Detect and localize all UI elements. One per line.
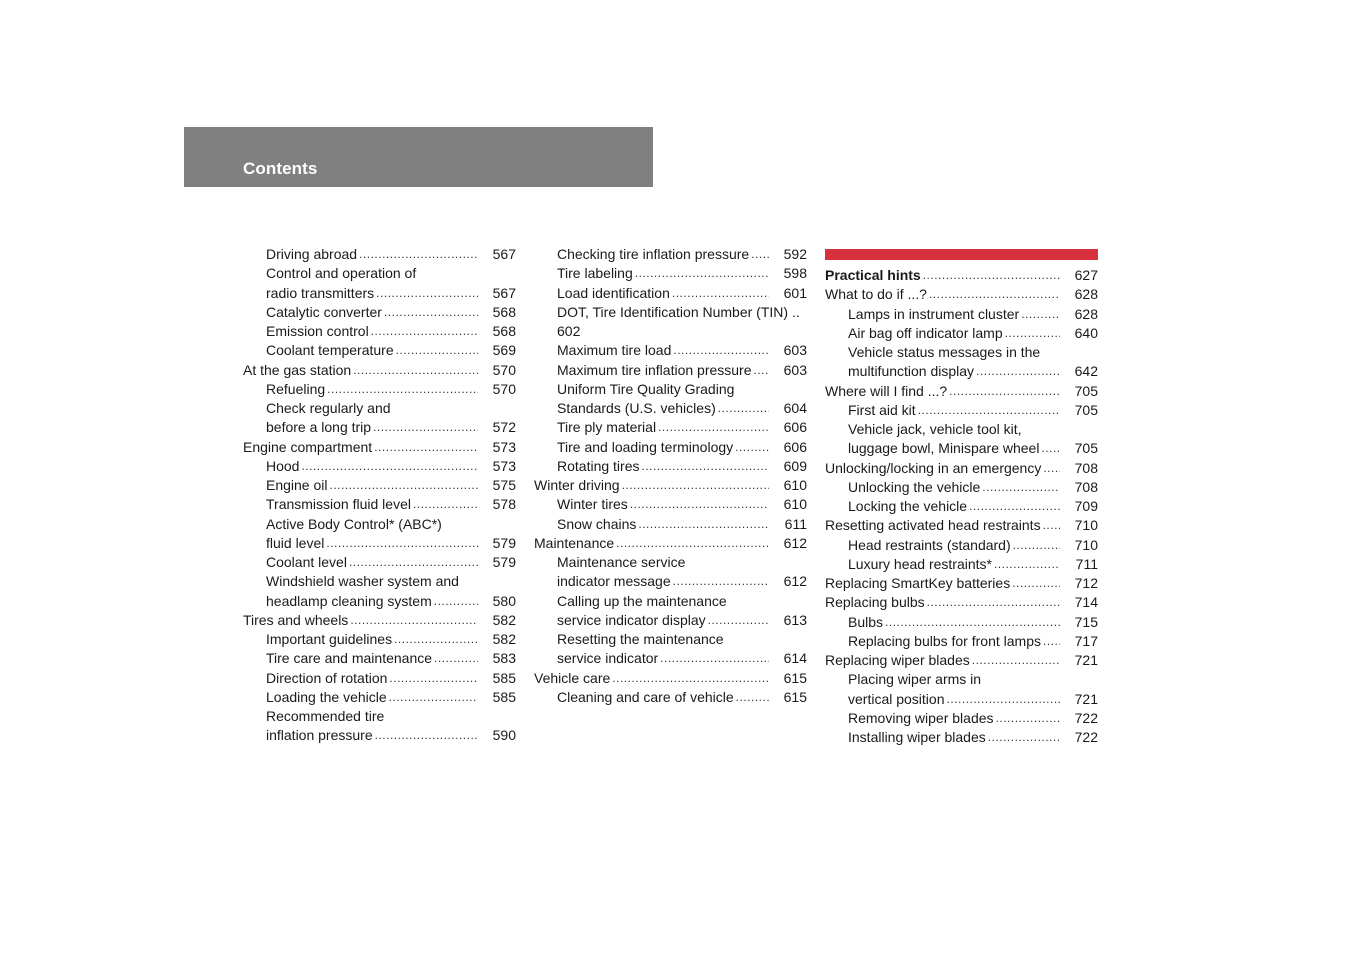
toc-page-number: 711 [1075,555,1098,572]
toc-page-number: 627 [1074,267,1098,283]
toc-entry[interactable] [534,245,807,264]
toc-entry-title: Unlocking/locking in an emergency [825,459,1042,476]
toc-entry-title: Coolant temperature [266,342,394,359]
toc-page-number: 582 [492,611,516,628]
toc-entry[interactable] [243,688,516,707]
toc-entry[interactable] [534,688,807,707]
toc-entry-title: Checking tire inflation pressure [557,246,750,262]
toc-entry-title: Vehicle care [534,669,611,686]
toc-leader-dots [996,709,1060,728]
toc-entry[interactable] [243,611,516,630]
toc-leader-dots [660,649,769,668]
toc-entry[interactable] [243,418,516,437]
toc-entry-title: luggage bowl, Minispare wheel [848,440,1040,457]
toc-leader-dots [735,438,769,457]
toc-page-number: 628 [1074,286,1098,303]
toc-entry[interactable] [825,401,1098,420]
toc-leader-dots [988,728,1060,747]
toc-entry [825,670,1098,689]
toc-page-number: 708 [1074,478,1098,495]
toc-entry[interactable] [534,418,807,437]
toc-page-number: 710 [1074,536,1098,553]
toc-entry[interactable] [243,649,516,668]
toc-entry[interactable] [825,362,1098,381]
toc-entry[interactable] [825,324,1098,343]
toc-page-number: 722 [1074,729,1098,745]
toc-leader-dots [994,555,1060,574]
toc-entry-title: Engine compartment [243,438,373,455]
toc-leader-dots [1043,459,1060,478]
toc-page-number: 710 [1074,517,1098,534]
toc-leader-dots [622,476,769,495]
toc-leader-dots [947,690,1061,709]
toc-leader-dots [918,401,1060,420]
page-title: Contents [243,159,318,178]
toc-entry[interactable] [534,284,807,303]
toc-leader-dots [949,382,1060,401]
toc-page-number: 570 [492,361,516,378]
toc-leader-dots [612,669,769,688]
toc-leader-dots [359,245,478,264]
toc-entry[interactable] [825,478,1098,497]
toc-entry-title: Winter driving [534,477,620,493]
toc-entry[interactable] [825,266,1098,285]
toc-entry-title: Emission control [266,323,369,339]
toc-entry[interactable] [243,322,516,341]
toc-leader-dots [374,438,478,457]
toc-entry[interactable] [825,574,1098,593]
toc-entry [534,322,807,341]
toc-page-number: 572 [492,419,516,436]
toc-entry-title: Maximum tire load [557,342,672,359]
toc-page-number: 575 [492,477,516,493]
toc-leader-dots [641,457,769,476]
toc-column-3 [825,249,1098,747]
toc-entry-title: Maximum tire inflation pressure [557,361,752,378]
toc-entry[interactable] [243,630,516,649]
toc-entry [825,420,1098,439]
toc-entry-title: Driving abroad [266,246,358,262]
toc-leader-dots [969,497,1060,516]
toc-entry-title: What to do if ...? [825,286,927,303]
toc-entry [243,399,516,418]
toc-entry[interactable] [825,459,1098,478]
toc-entry-title: Resetting the maintenance [557,631,724,647]
toc-entry-title: Replacing bulbs for front lamps [848,632,1041,649]
toc-entry-title: Active Body Control* (ABC*) [266,515,442,532]
toc-page-number: 579 [492,554,516,570]
toc-entry-title: 602 [557,323,581,339]
toc-entry-title: Winter tires [557,496,628,513]
toc-page-number: 712 [1074,575,1098,591]
toc-page-number: 583 [492,650,516,667]
toc-entry [243,707,516,726]
toc-leader-dots [708,611,769,630]
toc-entry-title: DOT, Tire Identification Number (TIN) .. [557,303,800,320]
toc-entry-title: Replacing SmartKey batteries [825,575,1011,591]
toc-entry[interactable] [825,516,1098,535]
toc-entry-title: vertical position [848,690,945,707]
toc-entry [534,553,807,572]
toc-page-number: 640 [1074,324,1098,341]
toc-entry[interactable] [825,382,1098,401]
toc-leader-dots [301,457,478,476]
toc-leader-dots [923,266,1060,285]
toc-page-number: 721 [1074,652,1098,668]
toc-entry[interactable] [825,536,1098,555]
toc-entry-title: Installing wiper blades [848,729,986,745]
toc-entry-title: Head restraints (standard) [848,536,1011,553]
toc-page-number: 579 [492,534,516,551]
toc-entry[interactable] [534,457,807,476]
toc-page-number: 573 [492,457,516,474]
toc-entry-title: Where will I find ...? [825,382,948,399]
toc-entry-title: Important guidelines [266,631,393,647]
toc-entry[interactable] [825,632,1098,651]
toc-entry-title: Uniform Tire Quality Grading [557,380,735,397]
toc-entry-title: radio transmitters [266,284,375,301]
toc-leader-dots [673,572,769,591]
toc-entry[interactable] [825,613,1098,632]
toc-entry[interactable] [243,726,516,745]
toc-leader-dots [434,649,478,668]
toc-entry[interactable] [243,380,516,399]
toc-entry[interactable] [243,303,516,322]
toc-page-number: 721 [1074,690,1098,707]
toc-page-number: 615 [783,669,807,686]
toc-entry[interactable] [534,515,807,534]
toc-entry-title: Air bag off indicator lamp [848,324,1003,341]
toc-leader-dots [1043,516,1060,535]
toc-entry-title: Coolant level [266,554,347,570]
toc-page-number: 585 [492,669,516,686]
toc-entry[interactable] [825,439,1098,458]
toc-entry-title: Tire labeling [557,265,633,282]
toc-entry[interactable] [243,669,516,688]
toc-leader-dots [384,303,478,322]
toc-leader-dots [976,362,1060,381]
toc-page-number: 568 [492,303,516,320]
toc-entry [243,264,516,283]
toc-leader-dots [751,245,769,264]
toc-leader-dots [371,322,478,341]
toc-leader-dots [1043,632,1060,651]
toc-entry[interactable] [243,361,516,380]
toc-page-number: 722 [1074,709,1098,726]
toc-entry-title: Resetting activated head restraints [825,517,1041,534]
toc-entry-title: Calling up the maintenance [557,592,727,609]
toc-entry-title: Engine oil [266,477,328,493]
toc-entry-title: before a long trip [266,419,372,436]
toc-page-number: 612 [783,573,807,590]
toc-entry-title: Replacing bulbs [825,594,925,611]
toc-entry[interactable] [243,476,516,495]
toc-leader-dots [373,418,478,437]
toc-leader-dots [389,688,478,707]
toc-leader-dots [1041,439,1060,458]
toc-leader-dots [376,284,478,303]
toc-leader-dots [718,399,769,418]
toc-leader-dots [1012,574,1060,593]
toc-entry [534,630,807,649]
toc-column-1 [243,245,516,746]
toc-entry-title: Catalytic converter [266,303,382,320]
toc-entry-title: At the gas station [243,361,352,378]
toc-entry[interactable] [243,592,516,611]
toc-entry-title: Direction of rotation [266,669,388,686]
toc-page-number: 628 [1074,305,1098,322]
header-bar [184,127,653,187]
toc-page-number: 578 [492,496,516,513]
toc-entry[interactable] [534,361,807,380]
toc-leader-dots [982,478,1060,497]
toc-entry-title: Lamps in instrument cluster [848,305,1020,322]
toc-leader-dots [375,726,478,745]
toc-entry-title: Windshield washer system and [266,573,459,590]
toc-entry[interactable] [825,651,1098,670]
toc-entry[interactable] [534,341,807,360]
toc-page-number: 585 [492,688,516,705]
toc-entry-title: Tire care and maintenance [266,650,433,667]
toc-entry[interactable] [534,438,807,457]
toc-entry-title: fluid level [266,534,325,551]
toc-entry [534,303,807,322]
toc-leader-dots [736,688,769,707]
toc-entry-title: indicator message [557,573,671,590]
toc-entry-title: Loading the vehicle [266,688,387,705]
toc-entry-title: Practical hints [825,267,921,283]
toc-entry[interactable] [243,341,516,360]
toc-leader-dots [396,341,478,360]
toc-page-number: 613 [783,611,807,628]
toc-page-number: 610 [783,496,807,513]
toc-page-number: 705 [1074,382,1098,399]
toc-page-number: 603 [783,361,807,378]
toc-entry-title: Hood [266,457,300,474]
toc-entry-title: Tire and loading terminology [557,438,734,455]
toc-entry[interactable] [534,399,807,418]
toc-entry[interactable] [534,264,807,283]
toc-entry[interactable] [825,285,1098,304]
toc-page-number: 717 [1074,632,1098,649]
toc-entry-title: Removing wiper blades [848,709,994,726]
toc-entry[interactable] [243,438,516,457]
toc-entry[interactable] [243,534,516,553]
toc-entry-title: Transmission fluid level [266,496,411,513]
toc-leader-dots [326,534,478,553]
toc-page-number: 705 [1074,401,1098,418]
toc-entry[interactable] [825,593,1098,612]
toc-entry-title: Refueling [266,380,326,397]
toc-leader-dots [673,341,769,360]
toc-entry [534,380,807,399]
toc-entry-title: headlamp cleaning system [266,592,432,609]
toc-entry[interactable] [534,649,807,668]
toc-entry[interactable] [243,553,516,572]
toc-entry[interactable] [534,669,807,688]
toc-page-number: 610 [783,477,807,493]
toc-leader-dots [885,613,1060,632]
toc-entry-title: Control and operation of [266,265,417,282]
toc-leader-dots [327,380,478,399]
toc-entry [243,515,516,534]
toc-page-number: 567 [492,284,516,301]
toc-entry-title: Maintenance [534,534,615,551]
toc-entry-title: Tires and wheels [243,611,349,628]
toc-page-number: 573 [492,438,516,455]
toc-entry-title: Locking the vehicle [848,498,968,514]
toc-page-number: 570 [492,380,516,397]
toc-page-number: 612 [783,534,807,551]
toc-entry-title: Replacing wiper blades [825,652,970,668]
toc-page-number: 709 [1074,498,1098,514]
toc-leader-dots [394,630,478,649]
toc-page-number: 705 [1074,440,1098,457]
toc-leader-dots [927,593,1060,612]
toc-entry-title: Placing wiper arms in [848,671,982,688]
toc-page-number: 568 [492,323,516,339]
toc-entry-title: Recommended tire [266,708,385,724]
toc-leader-dots [1013,536,1060,555]
toc-column-2 [534,245,807,707]
toc-page-number: 606 [783,419,807,436]
toc-page-number: 714 [1074,594,1098,611]
toc-entry-title: Rotating tires [557,457,640,474]
toc-entry [243,572,516,591]
toc-page-number: 598 [783,265,807,282]
toc-page-number: 601 [783,284,807,301]
toc-entry-title: Luxury head restraints* [848,555,992,572]
toc-leader-dots [413,495,478,514]
toc-leader-dots [1005,324,1060,343]
toc-entry[interactable] [243,457,516,476]
toc-page-number: 567 [492,246,516,262]
toc-entry [534,592,807,611]
toc-leader-dots [635,264,769,283]
toc-leader-dots [616,534,769,553]
toc-entry-title: First aid kit [848,401,916,418]
toc-leader-dots [434,592,478,611]
toc-page-number: 715 [1074,613,1098,630]
toc-page-number: 603 [783,342,807,359]
toc-leader-dots [350,611,478,630]
toc-entry[interactable] [243,284,516,303]
toc-leader-dots [972,651,1060,670]
section-accent-rule [825,259,1098,260]
toc-entry-title: Check regularly and [266,400,391,416]
toc-entry-title: Standards (U.S. vehicles) [557,400,716,416]
toc-page-number: 569 [492,342,516,359]
toc-entry-title: Unlocking the vehicle [848,478,981,495]
toc-page-number: 590 [492,727,516,744]
toc-entry-title: Cleaning and care of vehicle [557,688,734,705]
toc-leader-dots [389,669,478,688]
toc-page-number: 592 [783,246,807,262]
toc-entry-title: Vehicle status messages in the [848,344,1041,360]
toc-entry[interactable] [825,728,1098,747]
toc-entry[interactable] [534,495,807,514]
toc-leader-dots [630,495,769,514]
toc-entry-title: service indicator display [557,611,706,628]
toc-entry-title: service indicator [557,650,659,667]
toc-entry[interactable] [825,709,1098,728]
toc-entry-title: Load identification [557,284,670,301]
toc-entry[interactable] [243,495,516,514]
toc-leader-dots [754,361,769,380]
toc-entry[interactable] [825,305,1098,324]
toc-page-number: 611 [784,515,807,532]
toc-entry[interactable] [243,245,516,264]
toc-page-number: 615 [783,688,807,705]
toc-page-number: 582 [492,631,516,647]
toc-leader-dots [330,476,479,495]
toc-leader-dots [929,285,1060,304]
toc-leader-dots [1021,305,1060,324]
toc-entry[interactable] [534,476,807,495]
toc-leader-dots [672,284,769,303]
toc-leader-dots [658,418,769,437]
toc-entry[interactable] [825,555,1098,574]
toc-entry-title: Tire ply material [557,419,657,436]
toc-page-number: 609 [783,457,807,474]
toc-entry-title: Vehicle jack, vehicle tool kit, [848,421,1022,437]
section-accent-bar [825,249,1098,259]
toc-page-number: 642 [1074,363,1098,380]
toc-page-number: 606 [783,438,807,455]
toc-entry-title: Maintenance service [557,554,686,570]
toc-entry-title: multifunction display [848,363,975,380]
toc-page-number: 708 [1074,459,1098,476]
toc-leader-dots [638,515,769,534]
toc-entry-title: Bulbs [848,613,884,630]
toc-entry-title: Snow chains [557,515,637,532]
toc-leader-dots [353,361,478,380]
toc-entry[interactable] [534,534,807,553]
toc-entry [825,343,1098,362]
toc-leader-dots [349,553,478,572]
toc-entry-title: inflation pressure [266,727,373,744]
toc-entry[interactable] [534,572,807,591]
toc-entry[interactable] [825,497,1098,516]
toc-entry[interactable] [825,690,1098,709]
toc-page-number: 604 [783,400,807,416]
toc-entry[interactable] [534,611,807,630]
toc-page-number: 580 [492,592,516,609]
toc-page-number: 614 [783,650,807,667]
